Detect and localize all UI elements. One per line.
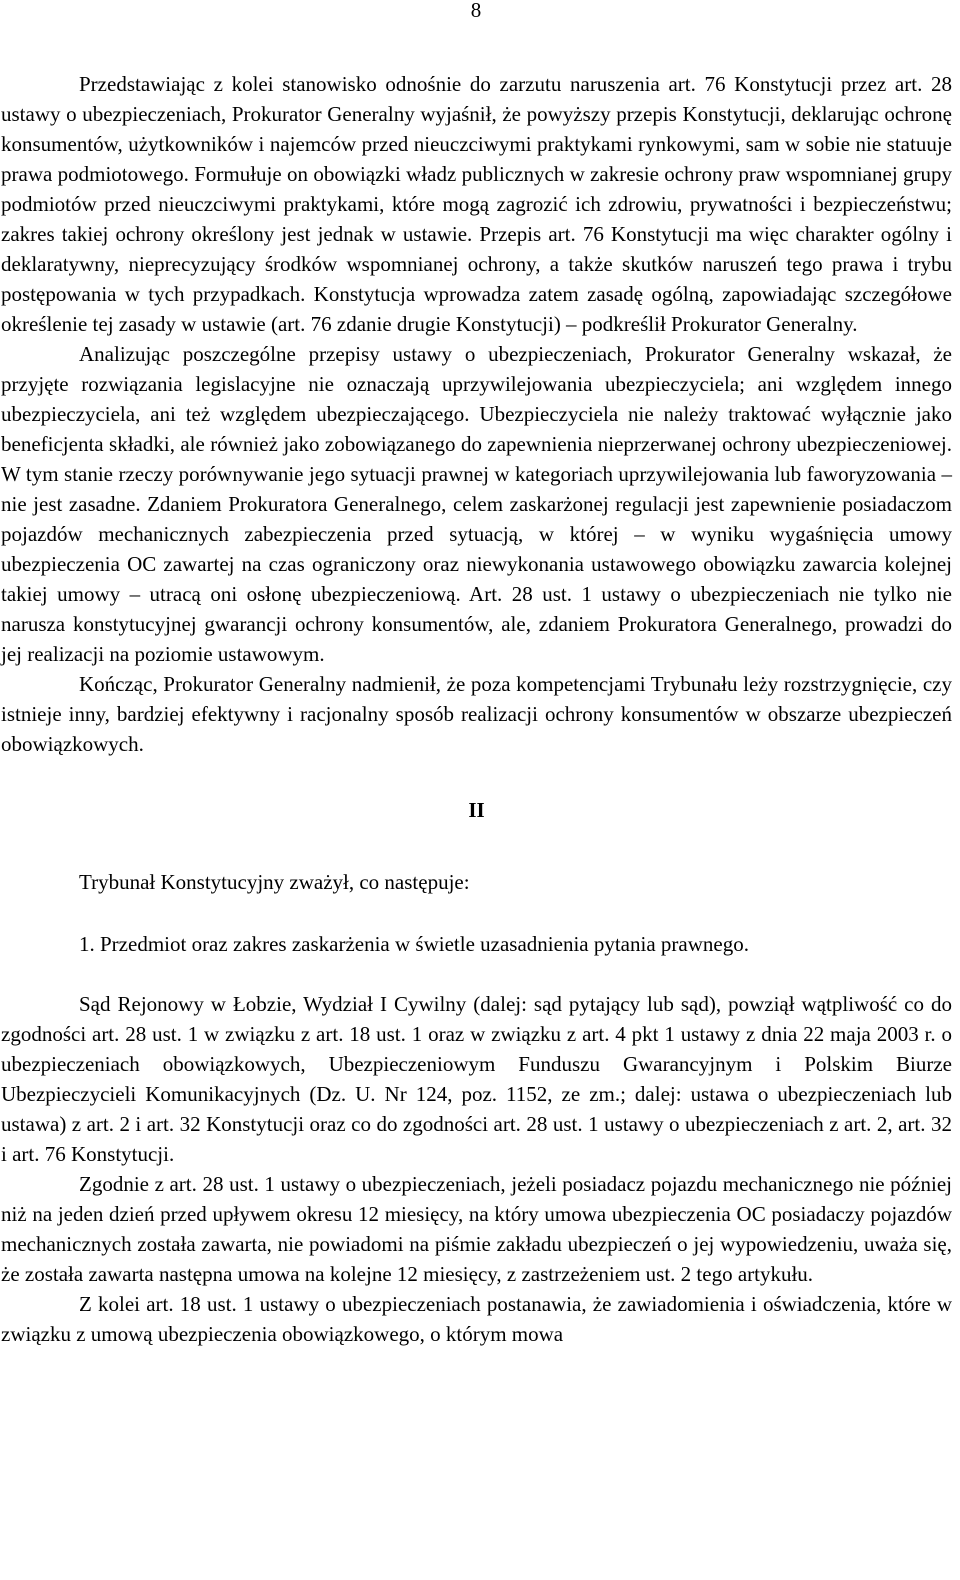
page-number: 8 (470, 0, 482, 22)
paragraph-court-question: Sąd Rejonowy w Łobzie, Wydział I Cywilny (dalej: sąd pytający lub sąd), powziął wątpliwość co do zgodności art. 28 ust. 1 w związku z art. 18 ust. 1 oraz w związku z art. 4 pkt 1 ustawy z dnia 22 maja 2003 r. o ubezpieczeniach obowiązkowych, Ubezpieczeniowym Funduszu Gwarancyjnym i Polskim Biurze Ubezpieczycieli Komunikacyjnych (Dz. U. Nr 124, poz. 1152, ze zm.; dalej: ustawa o ubezpieczeniach lub ustawa) z art. 2 i art. 32 Konstytucji oraz co do zgodności art. 28 ust. 1 ustawy o ubezpieczeniach z art. 2, art. 32 i art. 76 Konstytucji. (1, 992, 952, 1166)
tribunal-statement: Trybunał Konstytucyjny zważył, co następuje: (79, 870, 470, 894)
point-heading-1: 1. Przedmiot oraz zakres zaskarżenia w świetle uzasadnienia pytania prawnego. (79, 932, 749, 956)
paragraph-prosecutor-analysis: Analizując poszczególne przepisy ustawy o ubezpieczeniach, Prokurator Generalny wskazał, że przyjęte rozwiązania legislacyjne nie oznaczają uprzywilejowania ubezpieczyciela; ani względem innego ubezpieczyciela, ani też względem ubezpieczającego. Ubezpieczyciela nie należy traktować wyłącznie jako beneficjenta składki, ale również jako zobowiązanego do zapewnienia nieprzerwanej ochrony ubezpieczeniowej. W tym stanie rzeczy porównywanie jego sytuacji prawnej w kategoriach uprzywilejowania lub faworyzowania – nie jest zasadne. Zdaniem Prokuratora Generalnego, celem zaskarżonej regulacji jest zapewnienie posiadaczom pojazdów mechanicznych zabezpieczenia przed sytuacją, w której – w wyniku wygaśnięcia umowy ubezpieczenia OC zawartej na czas ograniczony oraz niewykonania ustawowego obowiązku zawarcia kolejnej takiej umowy – utracą oni osłonę ubezpieczeniową. Art. 28 ust. 1 ustawy o ubezpieczeniach nie tylko nie narusza konstytucyjnej gwarancji ochrony konsumentów, ale, zdaniem Prokuratora Generalnego, prowadzi do jej realizacji na poziomie ustawowym. (1, 342, 952, 666)
paragraph-art18: Z kolei art. 18 ust. 1 ustawy o ubezpieczeniach postanawia, że zawiadomienia i oświadczenia, które w związku z umową ubezpieczenia obowiązkowego, o którym mowa (1, 1292, 952, 1346)
paragraph-prosecutor-art76: Przedstawiając z kolei stanowisko odnośnie do zarzutu naruszenia art. 76 Konstytucji przez art. 28 ustawy o ubezpieczeniach, Prokurator Generalny wyjaśnił, że powyższy przepis Konstytucji, deklarując ochronę konsumentów, użytkowników i najemców przed nieuczciwymi praktykami rynkowymi, sam w sobie nie statuuje prawa podmiotowego. Formułuje on obowiązki władz publicznych w zakresie ochrony praw wspomnianej grupy podmiotów przed nieuczciwymi praktykami, które mogą zagrozić ich zdrowiu, prywatności i bezpieczeństwu; zakres takiej ochrony określony jest jednak w ustawie. Przepis art. 76 Konstytucji ma więc charakter ogólny i deklaratywny, nieprecyzujący środków wspomnianej ochrony, a także skutków naruszeń tego prawa i trybu postępowania w tych przypadkach. Konstytucja wprowadza zatem zasadę ogólną, zapowiadając szczegółowe określenie tej zasady w ustawie (art. 76 zdanie drugie Konstytucji) – podkreślił Prokurator Generalny. (1, 72, 952, 336)
section-heading: II (468, 798, 485, 822)
document-body (1, 69, 952, 1349)
paragraph-prosecutor-conclusion: Kończąc, Prokurator Generalny nadmienił, że poza kompetencjami Trybunału leży rozstrzygnięcie, czy istnieje inny, bardziej efektywny i racjonalny sposób realizacji ochrony konsumentów w obszarze ubezpieczeń obowiązkowych. (1, 672, 952, 756)
paragraph-art28: Zgodnie z art. 28 ust. 1 ustawy o ubezpieczeniach, jeżeli posiadacz pojazdu mechanicznego nie później niż na jeden dzień przed upływem okresu 12 miesięcy, na który umowa ubezpieczenia OC posiadaczy pojazdów mechanicznych została zawarta, nie powiadomi na piśmie zakładu ubezpieczeń o jej wypowiedzeniu, uważa się, że została zawarta następna umowa na kolejne 12 miesięcy, z zastrzeżeniem ust. 2 tego artykułu. (1, 1172, 952, 1286)
